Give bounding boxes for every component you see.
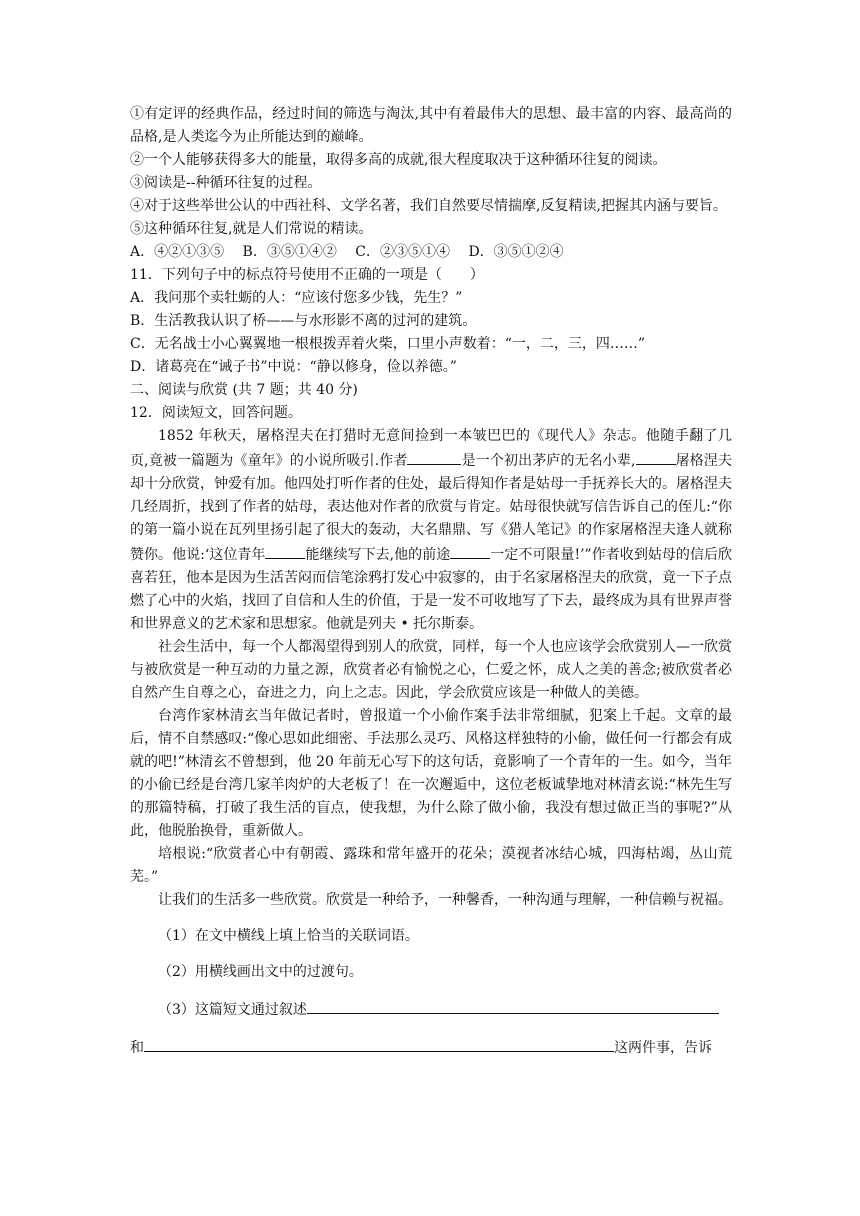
- sentence-4: ④对于这些举世公认的中西社科、文学名著，我们自然要尽情揣摩,反复精读,把握其内涵与要旨。: [130, 198, 727, 214]
- passage-paragraph-3: 台湾作家林清玄当年做记者时，曾报道一个小偷作案手法非常细腻，犯案上千起。文章的最后，情不自禁感叹:“像心思如此细密、手法那么灵巧、风格这样独特的小偷，做任何一行都会有成就的吧!”林清玄不曾想到，他 20 年前无心写下的这句话，竟影响了一个青年的一生。如今，当年的小偷已经是台湾几家羊肉炉的大老板了！在一次邂逅中，这位老板诚挚地对林清玄说:“林先生写的那篇特稿，打破了我生活的盲点，使我想，为什么除了做小偷，我没有想过做正当的事呢?”从此，他脱胎换骨，重新做人。: [130, 708, 732, 839]
- passage-paragraph-1: [130, 425, 732, 636]
- q11-option-d: D．诸葛亮在“诫子书”中说：“静以修身，俭以养德。”: [130, 359, 457, 375]
- passage-paragraph-4: 培根说:“欣赏者心中有朝霞、露珠和常年盛开的花朵；漠视者冰结心城，四海枯竭，丛山荒芜。”: [130, 846, 732, 885]
- sentence-2: ②一个人能够获得多大的能量，取得多高的成就,很大程度取决于这种循环往复的阅读。: [130, 152, 667, 168]
- sub-question-1: （1）在文中横线上填上恰当的关联词语。: [158, 928, 419, 944]
- fill-blank-2[interactable]: [636, 448, 676, 465]
- q11-option-b: B．生活教我认识了桥——与水形影不离的过河的建筑。: [130, 313, 477, 329]
- para1-part3: 屠格涅夫却十分欣赏，钟爱有加。他四处打听作者的住处，最后得知作者是姑母一手抚养长大的。屠格涅夫几经周折，找到了作者的姑母，表达他对作者的欣赏与肯定。姑母很快就写信告诉自己的侄儿:“你的第一篇小说在瓦列里扬引起了很大的轰动，大名鼎鼎、写《猎人笔记》的作家屠格涅夫逢人就称赞你。他说:‘这位青年: [130, 453, 733, 563]
- sentence-1: ①有定评的经典作品，经过时间的筛选与淘汰,其中有着最伟大的思想、最丰富的内容、最高尚的品格,是人类迄今为止所能达到的巅峰。: [130, 106, 732, 145]
- q10-options: A．④②①③⑤ B．③⑤①④② C．②③⑤①④ D．③⑤①②④: [130, 244, 564, 260]
- passage-paragraph-5: 让我们的生活多一些欣赏。欣赏是一种给予，一种馨香，一种沟通与理解，一种信赖与祝福。: [158, 892, 732, 908]
- q11-option-a: A．我问那个卖牡蛎的人：“应该付您多少钱，先生？”: [130, 290, 463, 306]
- fill-blank-1[interactable]: [407, 448, 461, 465]
- sub-question-3-tail: 这两件事，告诉: [614, 1040, 712, 1056]
- para1-part4: 能继续写下去,他的前途: [305, 547, 451, 563]
- para1-part1: 1852 年秋天，屠格涅夫在打猎时无意间捡到一本皱巴巴的《现代人》杂志。他随手翻了几页,竟被一篇题为《童年》的小说所吸引.作者: [130, 428, 732, 469]
- para1-part2: 是一个初出茅庐的无名小辈,: [461, 453, 636, 469]
- sentence-5: ⑤这种循环往复,就是人们常说的精读。: [130, 221, 373, 237]
- para1-part5: 一定不可限量!’”作者收到姑母的信后欣喜若狂，他本是因为生活苦闷而信笔涂鸦打发心中寂寥的，由于名家屠格涅夫的欣赏，竟一下子点燃了心中的火焰，找回了自信和人生的价值，于是一发不可收地写了下去，最终成为具有世界声誉和世界意义的艺术家和思想家。他就是列夫 • 托尔斯泰。: [130, 547, 733, 632]
- sub-question-3-continued: [130, 1035, 732, 1060]
- q12-stem: 12．阅读短文，回答问题。: [130, 405, 302, 421]
- sub-question-2: （2）用横线画出文中的过渡句。: [158, 964, 363, 980]
- fill-blank-3[interactable]: [265, 542, 305, 559]
- answer-line-1[interactable]: [307, 997, 719, 1014]
- sub-question-3-and: 和: [130, 1040, 144, 1056]
- passage-paragraph-2: 社会生活中，每一个人都渴望得到别人的欣赏，同样，每一个人也应该学会欣赏别人—一欣赏与被欣赏是一种互动的力量之源，欣赏者必有愉悦之心，仁爱之怀，成人之美的善念;被欣赏者必自然产生自尊之心，奋进之力，向上之志。因此，学会欣赏应该是一种做人的美德。: [130, 639, 732, 701]
- sentence-3: ③阅读是--种循环往复的过程。: [130, 175, 322, 191]
- section-heading: 二、阅读与欣赏 (共 7 题；共 40 分): [130, 382, 358, 398]
- answer-line-2[interactable]: [144, 1035, 614, 1052]
- q11-stem: 11．下列句子中的标点符号使用不正确的一项是（ ）: [130, 267, 484, 283]
- document-body: [130, 103, 732, 1060]
- q11-option-c: C．无名战士小心翼翼地一根根拨弄着火柴，口里小声数着：“一，二，三，四……”: [130, 336, 646, 352]
- sub-question-3: [130, 997, 732, 1022]
- sub-question-3-lead: （3）这篇短文通过叙述: [158, 1002, 307, 1018]
- fill-blank-4[interactable]: [450, 542, 490, 559]
